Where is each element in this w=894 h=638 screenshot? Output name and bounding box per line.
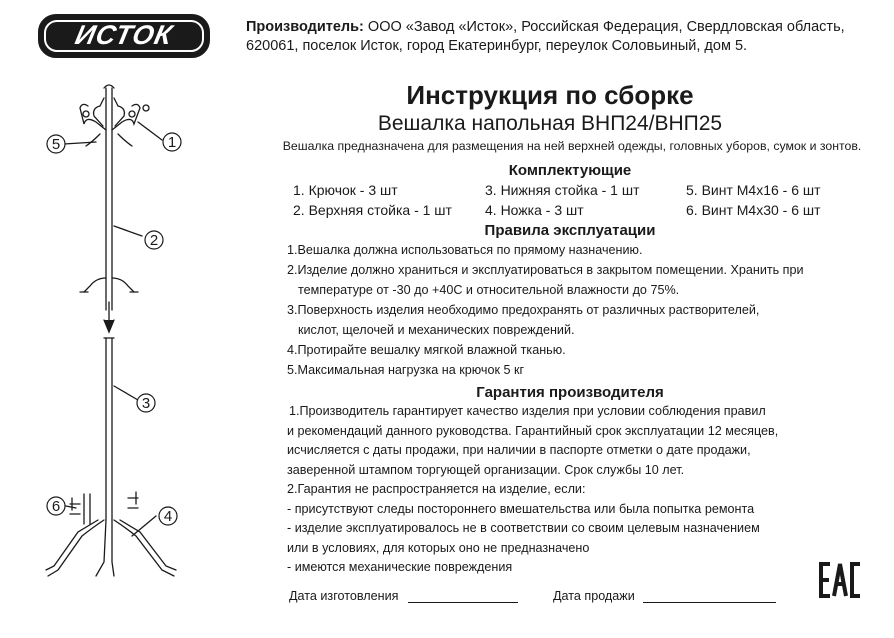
- manufacturer-address: 620061, поселок Исток, город Екатеринбург, переулок Соловьиный, дом 5.: [246, 38, 748, 54]
- sale-date-label: Дата продажи: [553, 589, 635, 603]
- warranty-list: [287, 402, 877, 578]
- warranty-line: 2.Гарантия не распространяется на изделие, если:: [287, 482, 586, 496]
- rules-line: кислот, щелочей и механических повреждений.: [298, 323, 575, 337]
- page-subtitle: Вешалка напольная ВНП24/ВНП25: [377, 112, 723, 135]
- rules-line: температуре от -30 до +40С и относительной влажности до 75%.: [298, 283, 680, 297]
- purpose-text: Вешалка предназначена для размещения на ней верхней одежды, головных уборов, сумок и зонтов.: [282, 139, 862, 153]
- rules-line: 4.Протирайте вешалку мягкой влажной тканью.: [287, 343, 566, 357]
- lower-pole: [104, 338, 114, 520]
- upper-pole: [104, 85, 114, 310]
- warranty-line: - имеются механические повреждения: [287, 560, 513, 574]
- kit-item: 2. Верхняя стойка - 1 шт: [293, 202, 452, 218]
- rules-line: 5.Максимальная нагрузка на крючок 5 кг: [287, 363, 525, 377]
- callout-4: 4: [163, 508, 173, 525]
- middle-hooks: [80, 278, 138, 292]
- callout-3: 3: [141, 395, 151, 412]
- eac-certification-mark: [818, 562, 862, 598]
- callout-6: 6: [51, 498, 61, 515]
- kit-heading: Комплектующие: [508, 162, 632, 179]
- rules-line: 3.Поверхность изделия необходимо предохранять от различных растворителей,: [287, 303, 760, 317]
- warranty-line: заверенной штампом торгующей организации. Срок службы 10 лет.: [287, 462, 685, 477]
- warranty-line: 1.Производитель гарантирует качество изделия при условии соблюдения правил: [289, 404, 766, 418]
- page-title: Инструкция по сборке: [406, 80, 694, 110]
- callout-5: 5: [51, 136, 61, 153]
- callout-2: 2: [149, 232, 159, 249]
- warranty-line: и рекомендаций данного руководства. Гарантийный срок эксплуатации 12 месяцев,: [287, 423, 779, 438]
- kit-item: 6. Винт М4х30 - 6 шт: [686, 202, 821, 218]
- warranty-line: исчисляется с даты продажи, при наличии в паспорте отметки о дате продажи,: [287, 443, 751, 457]
- brand-logo-text: ИСТОК: [72, 20, 176, 50]
- rules-line: 2.Изделие должно храниться и эксплуатироваться в закрытом помещении. Хранить при: [287, 263, 804, 277]
- warranty-line: или в условиях, для которых оно не предназначено: [287, 540, 590, 555]
- manufacturer-text: ООО «Завод «Исток», Российская Федерация, Свердловская область,: [363, 19, 845, 35]
- manufacturer-label: Производитель:: [246, 19, 364, 35]
- manufacturer-info: [246, 18, 886, 56]
- manufacture-date-field[interactable]: [408, 602, 518, 603]
- kit-item: 3. Нижняя стойка - 1 шт: [485, 182, 640, 198]
- rules-line: 1.Вешалка должна использоваться по прямому назначению.: [287, 243, 643, 257]
- coat-stand-diagram: [0, 80, 260, 600]
- warranty-heading: Гарантия производителя: [476, 384, 664, 401]
- kit-item: 5. Винт М4х16 - 6 шт: [686, 182, 821, 198]
- manufacture-date-label: Дата изготовления: [289, 589, 399, 603]
- rules-heading: Правила эксплуатации: [484, 222, 656, 239]
- kit-item: 4. Ножка - 3 шт: [485, 202, 584, 218]
- screws: [70, 492, 138, 514]
- sale-date-field[interactable]: [643, 602, 776, 603]
- brand-logo: [38, 14, 210, 58]
- warranty-line: - присутствуют следы постороннего вмешательства или была попытка ремонта: [287, 501, 755, 516]
- warranty-line: - изделие эксплуатировалось не в соответствии со своим целевым назначением: [287, 521, 760, 535]
- kit-item: 1. Крючок - 3 шт: [293, 182, 398, 198]
- callout-1: 1: [167, 134, 177, 151]
- rules-list: [287, 240, 877, 380]
